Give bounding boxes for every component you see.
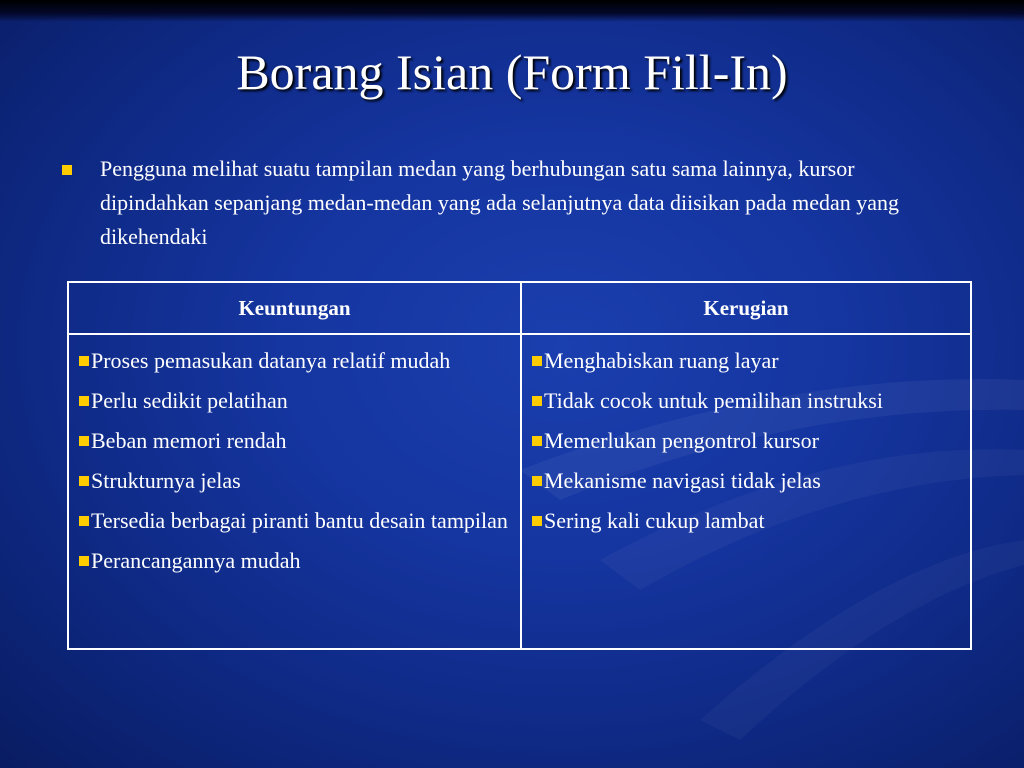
bullet-square-icon xyxy=(532,356,542,366)
bullet-square-icon xyxy=(79,436,89,446)
list-item: Memerlukan pengontrol kursor xyxy=(532,425,960,457)
list-item: Beban memori rendah xyxy=(79,425,510,457)
list-item: Perlu sedikit pelatihan xyxy=(79,385,510,417)
slide-title: Borang Isian (Form Fill-In) xyxy=(236,44,788,100)
list-item: Menghabiskan ruang layar xyxy=(532,345,960,377)
advantages-list xyxy=(69,335,522,648)
table-body-row xyxy=(69,335,970,648)
list-item: Proses pemasukan datanya relatif mudah xyxy=(79,345,510,377)
bullet-square-icon xyxy=(79,516,89,526)
list-item: Sering kali cukup lambat xyxy=(532,505,960,537)
bullet-square-icon xyxy=(79,356,89,366)
bullet-square-icon xyxy=(532,436,542,446)
bullet-square-icon xyxy=(79,396,89,406)
header-advantages: Keuntungan xyxy=(69,283,522,333)
bullet-square-icon xyxy=(532,516,542,526)
list-item: Tersedia berbagai piranti bantu desain tampilan xyxy=(79,505,510,537)
bullet-square-icon xyxy=(532,396,542,406)
header-disadvantages: Kerugian xyxy=(703,295,789,320)
list-item: Mekanisme navigasi tidak jelas xyxy=(532,465,960,497)
list-item: Perancangannya mudah xyxy=(79,545,510,577)
bullet-square-icon xyxy=(62,165,72,175)
table-header-row xyxy=(69,283,970,335)
intro-bullet xyxy=(62,152,962,254)
bullet-square-icon xyxy=(79,476,89,486)
comparison-table xyxy=(67,281,972,650)
disadvantages-list xyxy=(522,335,970,648)
intro-bullet-text: Pengguna melihat suatu tampilan medan yang berhubungan satu sama lainnya, kursor dipindahkan sepanjang medan-medan yang ada selanjutnya data diisikan pada medan yang dikehendaki xyxy=(100,156,900,249)
list-item: Tidak cocok untuk pemilihan instruksi xyxy=(532,385,960,417)
bullet-square-icon xyxy=(532,476,542,486)
bullet-square-icon xyxy=(79,556,89,566)
list-item: Strukturnya jelas xyxy=(79,465,510,497)
